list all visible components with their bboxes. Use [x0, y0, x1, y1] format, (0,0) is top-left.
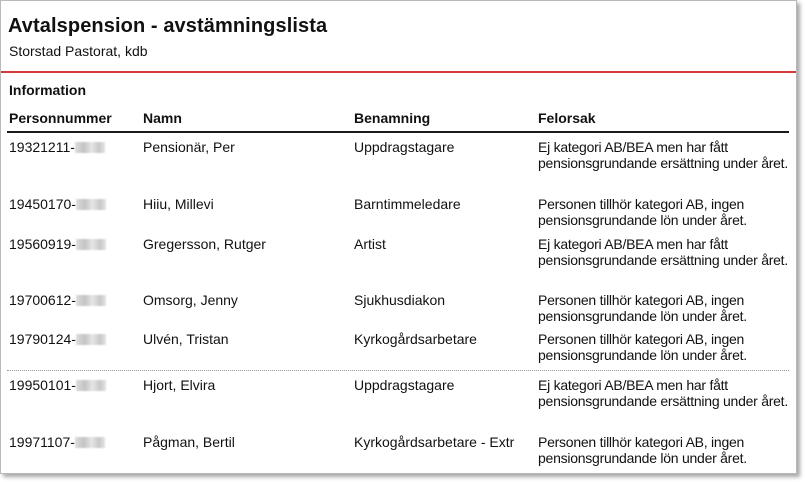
benamning-cell: Kyrkogårdsarbetare - Extr [354, 434, 515, 450]
namn-cell: Hiiu, Millevi [143, 196, 214, 212]
header-divider [1, 71, 796, 73]
report-title: Avtalspension - avstämningslista [8, 15, 328, 37]
benamning-cell: Artist [354, 236, 386, 252]
page-break-line [7, 370, 789, 371]
redacted-digits [76, 334, 106, 345]
personnummer-cell: 19700612- [9, 292, 106, 308]
namn-cell: Gregersson, Rutger [143, 236, 266, 252]
felorsak-cell: Personen tillhör kategori AB, ingen pensionsgrundande lön under året. [538, 196, 747, 228]
redacted-digits [76, 295, 106, 306]
personnummer-cell: 19971107- [9, 434, 105, 450]
personnummer-cell: 19450170- [9, 196, 106, 212]
column-header-benamning: Benamning [354, 110, 431, 126]
felorsak-cell: Ej kategori AB/BEA men har fått pensionsgrundande ersättning under året. [538, 377, 788, 409]
felorsak-cell: Personen tillhör kategori AB, ingen pensionsgrundande lön under året. [538, 292, 747, 324]
felorsak-cell: Ej kategori AB/BEA men har fått pensionsgrundande ersättning under året. [538, 236, 788, 268]
column-header-namn: Namn [143, 110, 182, 126]
benamning-cell: Kyrkogårdsarbetare [354, 331, 477, 347]
benamning-cell: Sjukhusdiakon [354, 292, 446, 308]
felorsak-cell: Personen tillhör kategori AB, ingen pensionsgrundande lön under året. [538, 434, 747, 466]
report-subtitle: Storstad Pastorat, kdb [9, 43, 148, 59]
section-heading: Information [9, 82, 86, 98]
column-header-rule [7, 131, 789, 133]
benamning-cell: Barntimmeledare [354, 196, 461, 212]
redacted-digits [76, 199, 106, 210]
column-header-felorsak: Felorsak [538, 110, 596, 126]
redacted-digits [75, 142, 105, 153]
personnummer-cell: 19321211- [9, 139, 105, 155]
felorsak-cell: Personen tillhör kategori AB, ingen pensionsgrundande lön under året. [538, 331, 747, 363]
personnummer-cell: 19950101- [9, 377, 106, 393]
felorsak-cell: Ej kategori AB/BEA men har fått pensionsgrundande ersättning under året. [538, 139, 788, 171]
redacted-digits [76, 239, 106, 250]
namn-cell: Hjort, Elvira [143, 377, 216, 393]
redacted-digits [76, 380, 106, 391]
namn-cell: Ulvén, Tristan [143, 331, 229, 347]
namn-cell: Pågman, Bertil [143, 434, 235, 450]
redacted-digits [75, 437, 105, 448]
benamning-cell: Uppdragstagare [354, 139, 455, 155]
benamning-cell: Uppdragstagare [354, 377, 455, 393]
personnummer-cell: 19560919- [9, 236, 106, 252]
personnummer-cell: 19790124- [9, 331, 106, 347]
namn-cell: Pensionär, Per [143, 139, 235, 155]
column-header-personnummer: Personnummer [9, 110, 112, 126]
namn-cell: Omsorg, Jenny [143, 292, 238, 308]
